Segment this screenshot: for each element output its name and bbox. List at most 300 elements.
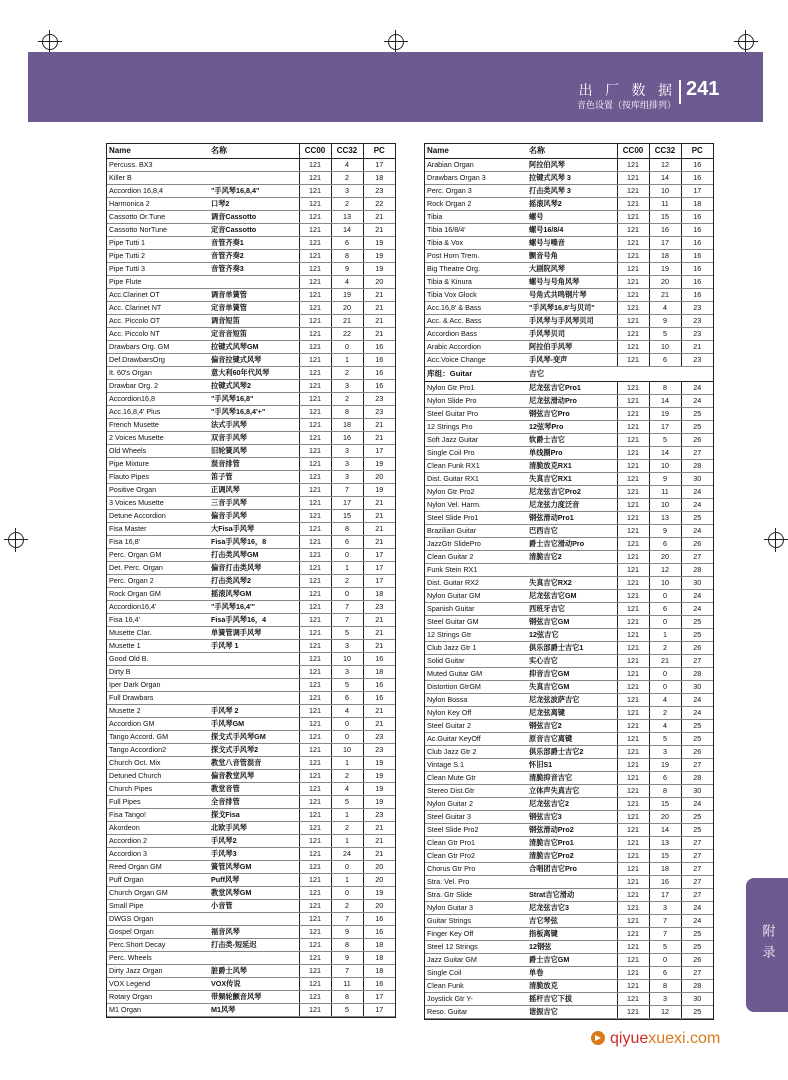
cell-name: Drawbar Org. 2	[107, 380, 209, 393]
table-row	[425, 421, 713, 434]
cell-cc00: 121	[299, 185, 331, 198]
cell-cc00: 121	[617, 538, 649, 551]
cell-pc: 18	[363, 172, 395, 185]
header-divider	[679, 80, 681, 104]
cell-cn-name: 阿拉伯风琴	[527, 159, 617, 172]
cell-cn-name: 调音Cassotto	[209, 211, 299, 224]
cell-name: Detune Accordion	[107, 510, 209, 523]
page-title: 出 厂 数 据	[578, 83, 676, 99]
cell-cc32: 5	[649, 733, 681, 746]
cell-cn-name: 尼龙弦吉它GM	[527, 590, 617, 603]
cell-cc32: 8	[331, 406, 363, 419]
col-header-cc00: CC00	[617, 144, 649, 159]
cell-pc: 21	[363, 302, 395, 315]
cell-cc00: 121	[299, 523, 331, 536]
table-row	[107, 159, 395, 172]
cell-pc: 24	[681, 603, 713, 616]
cell-cn-name: 探戈式手风琴2	[209, 744, 299, 757]
cell-name: Club Jazz Gtr 2	[425, 746, 527, 759]
cell-cc00: 121	[299, 731, 331, 744]
table-row	[107, 926, 395, 939]
cell-cn-name: 螺号16/8/4	[527, 224, 617, 237]
cell-cn-name: 带频轮颤音风琴	[209, 991, 299, 1004]
cell-cc32: 15	[649, 798, 681, 811]
table-row	[425, 159, 713, 172]
cell-name: Fisa 16,8'	[107, 536, 209, 549]
cell-cc32: 1	[331, 562, 363, 575]
cell-pc: 25	[681, 824, 713, 837]
cell-cc32: 2	[331, 900, 363, 913]
cell-cc00: 121	[299, 588, 331, 601]
cell-name: Clean Funk RX1	[425, 460, 527, 473]
cell-name: Steel Guitar 3	[425, 811, 527, 824]
cell-pc: 30	[681, 473, 713, 486]
cell-cc32: 5	[649, 328, 681, 341]
cell-cc00: 121	[617, 694, 649, 707]
table-row	[425, 811, 713, 824]
cell-cn-name	[209, 159, 299, 172]
cell-cc32: 8	[331, 250, 363, 263]
cell-name: Steel Guitar Pro	[425, 408, 527, 421]
cell-name: Iper Dark Organ	[107, 679, 209, 692]
cell-pc: 18	[681, 198, 713, 211]
cell-pc: 16	[363, 380, 395, 393]
cell-name: It. 60's Organ	[107, 367, 209, 380]
cell-cc00: 121	[299, 653, 331, 666]
cell-pc: 27	[681, 759, 713, 772]
table-row	[107, 237, 395, 250]
cell-cn-name: "手风琴16,8,4'+"	[209, 406, 299, 419]
watermark-site-suffix: xuexi.com	[648, 1030, 721, 1047]
cell-pc: 17	[363, 991, 395, 1004]
table-row	[425, 328, 713, 341]
table-row	[425, 382, 713, 395]
cell-name: 12 Strings Pro	[425, 421, 527, 434]
cell-cc00: 121	[299, 874, 331, 887]
cell-name: Musette Clar.	[107, 627, 209, 640]
table-row	[425, 185, 713, 198]
cell-cc00: 121	[299, 315, 331, 328]
cell-cc32: 11	[649, 198, 681, 211]
cell-name: Cassotto Or.Tune	[107, 211, 209, 224]
left-table	[106, 143, 396, 1018]
table-row	[107, 471, 395, 484]
cell-cn-name: 钢弦吉它2	[527, 720, 617, 733]
cell-pc: 16	[681, 276, 713, 289]
cell-cc00: 121	[299, 497, 331, 510]
cell-cc32: 17	[649, 421, 681, 434]
watermark-site	[610, 1030, 720, 1048]
cell-cc00: 121	[299, 861, 331, 874]
table-row	[107, 640, 395, 653]
cell-cn-name: 清脆放克RX1	[527, 460, 617, 473]
table-row	[425, 263, 713, 276]
cell-name: Full Pipes	[107, 796, 209, 809]
cell-cn-name: 俱乐部爵士吉它1	[527, 642, 617, 655]
cell-pc: 16	[363, 926, 395, 939]
table-row	[425, 967, 713, 980]
cell-name: Solid Guitar	[425, 655, 527, 668]
cell-cn-name: 音管齐奏1	[209, 237, 299, 250]
cell-cc32: 3	[331, 445, 363, 458]
cell-pc: 28	[681, 980, 713, 993]
cell-cn-name: 脏爵士风琴	[209, 965, 299, 978]
cell-name: VOX Legend	[107, 978, 209, 991]
table-row	[425, 720, 713, 733]
cell-cc32: 9	[331, 926, 363, 939]
cell-cc00: 121	[617, 263, 649, 276]
cell-pc: 21	[363, 211, 395, 224]
cell-pc: 27	[681, 967, 713, 980]
cell-cn-name: 螺号与号角风琴	[527, 276, 617, 289]
table-row	[425, 863, 713, 876]
cell-cc32: 7	[649, 915, 681, 928]
cell-cc32: 20	[331, 302, 363, 315]
cell-cc32: 5	[649, 941, 681, 954]
table-row	[425, 198, 713, 211]
table-row	[425, 276, 713, 289]
cell-name: Perc. Organ 3	[425, 185, 527, 198]
cell-cc00: 121	[617, 354, 649, 367]
cell-name: Acc.Voice Change	[425, 354, 527, 367]
cell-cc00: 121	[617, 172, 649, 185]
cell-cc32: 0	[331, 341, 363, 354]
cell-cn-name: 双音手风琴	[209, 432, 299, 445]
cell-cc32: 2	[331, 822, 363, 835]
cell-cn-name: 手风琴 1	[209, 640, 299, 653]
col-header-cc00: CC00	[299, 144, 331, 159]
cell-cc32: 1	[331, 835, 363, 848]
cell-pc: 21	[363, 224, 395, 237]
cell-cc00: 121	[617, 720, 649, 733]
cell-cn-name: 三音手风琴	[209, 497, 299, 510]
table-row	[425, 354, 713, 367]
cell-cc32: 3	[649, 902, 681, 915]
cell-name: Vintage S.1	[425, 759, 527, 772]
cell-pc: 16	[681, 224, 713, 237]
cell-name: Reed Organ GM	[107, 861, 209, 874]
cell-pc: 19	[363, 783, 395, 796]
cell-cc00: 121	[299, 913, 331, 926]
cell-pc: 22	[363, 198, 395, 211]
cell-pc: 21	[363, 835, 395, 848]
cell-cc32: 7	[649, 928, 681, 941]
cell-pc: 18	[363, 965, 395, 978]
cell-name: Church Oct. Mix	[107, 757, 209, 770]
cell-cc32: 0	[649, 668, 681, 681]
table-row	[107, 757, 395, 770]
cell-pc: 19	[363, 757, 395, 770]
table-row	[107, 523, 395, 536]
cell-cc00: 121	[299, 939, 331, 952]
cell-cc32: 11	[331, 978, 363, 991]
cell-name: Reso. Guitar	[425, 1006, 527, 1019]
cell-cc00: 121	[617, 759, 649, 772]
cell-name: Steel Slide Pro1	[425, 512, 527, 525]
table-row	[425, 980, 713, 993]
cell-cn-name: 钢弦吉它3	[527, 811, 617, 824]
cell-cc00: 121	[299, 757, 331, 770]
cell-cn-name: 失真吉它GM	[527, 681, 617, 694]
cell-cc00: 121	[299, 159, 331, 172]
cell-cc32: 0	[331, 887, 363, 900]
cell-name: Perc. Organ 2	[107, 575, 209, 588]
cell-cc00: 121	[617, 434, 649, 447]
cell-cc32: 0	[649, 681, 681, 694]
table-row	[425, 616, 713, 629]
cell-cn-name: 合唱团吉它Pro	[527, 863, 617, 876]
cell-cc32: 16	[331, 432, 363, 445]
cell-cc32: 9	[649, 315, 681, 328]
table-row	[107, 562, 395, 575]
table-row	[107, 614, 395, 627]
cell-cn-name: VOX传说	[209, 978, 299, 991]
cell-pc: 23	[681, 315, 713, 328]
table-row	[107, 484, 395, 497]
cell-cc32: 8	[649, 785, 681, 798]
cell-pc: 23	[363, 406, 395, 419]
section-label-cn: 吉它	[527, 367, 713, 382]
cell-cc32: 6	[649, 603, 681, 616]
cell-cc32: 12	[649, 159, 681, 172]
cell-name: Arabic Accordion	[425, 341, 527, 354]
table-row	[107, 627, 395, 640]
cell-cn-name: 12钢弦	[527, 941, 617, 954]
cell-cc32: 6	[331, 237, 363, 250]
table-row	[425, 642, 713, 655]
cell-name: Acc.16,8,4' Plus	[107, 406, 209, 419]
cell-cc00: 121	[617, 276, 649, 289]
cell-cn-name: 软爵士吉它	[527, 434, 617, 447]
cell-cc32: 7	[331, 601, 363, 614]
cell-pc: 24	[681, 902, 713, 915]
cell-cc32: 8	[331, 991, 363, 1004]
cell-pc: 26	[681, 642, 713, 655]
table-row	[425, 889, 713, 902]
cell-cc32: 0	[331, 549, 363, 562]
table-row	[425, 850, 713, 863]
cell-cc32: 0	[331, 718, 363, 731]
cell-cc32: 11	[649, 486, 681, 499]
table-row	[425, 993, 713, 1006]
cell-pc: 27	[681, 837, 713, 850]
table-row	[425, 772, 713, 785]
cell-cc32: 18	[331, 419, 363, 432]
cell-cc32: 2	[331, 770, 363, 783]
cell-name: Percuss. BX3	[107, 159, 209, 172]
cell-pc: 17	[363, 575, 395, 588]
table-row	[107, 341, 395, 354]
cell-cc00: 121	[617, 824, 649, 837]
cell-cc00: 121	[617, 237, 649, 250]
table-row	[107, 458, 395, 471]
cell-cn-name: 钢弦滑动Pro1	[527, 512, 617, 525]
cell-cc00: 121	[617, 486, 649, 499]
cell-name: Club Jazz Gtr 1	[425, 642, 527, 655]
cell-pc: 16	[363, 679, 395, 692]
cell-cn-name: 手风琴与手风琴贝司	[527, 315, 617, 328]
table-row	[107, 887, 395, 900]
cell-cn-name: 音管齐奏3	[209, 263, 299, 276]
cell-pc: 24	[681, 798, 713, 811]
cell-pc: 17	[363, 1004, 395, 1017]
cell-cn-name: 尼龙弦波萨吉它	[527, 694, 617, 707]
cell-cc00: 121	[299, 510, 331, 523]
cell-cc00: 121	[617, 772, 649, 785]
appendix-side-tab-label: 附录	[759, 924, 775, 966]
cell-pc: 25	[681, 616, 713, 629]
cell-name: Drawbars Organ 3	[425, 172, 527, 185]
cell-cn-name: 教堂音管	[209, 783, 299, 796]
cell-cn-name: 俱乐部爵士吉它2	[527, 746, 617, 759]
cell-cc00: 121	[617, 159, 649, 172]
cell-cn-name: 摇滚风琴GM	[209, 588, 299, 601]
cell-cn-name: 清脆放克	[527, 980, 617, 993]
table-row	[107, 510, 395, 523]
cell-name: Tango Accord. GM	[107, 731, 209, 744]
cell-name: Stereo Dist.Gtr	[425, 785, 527, 798]
cell-cc00: 121	[617, 629, 649, 642]
cell-cc32: 17	[331, 497, 363, 510]
cell-cn-name: "手风琴16,4'"	[209, 601, 299, 614]
cell-pc: 30	[681, 785, 713, 798]
cell-cc00: 121	[299, 666, 331, 679]
cell-pc: 19	[363, 796, 395, 809]
cell-cn-name	[209, 653, 299, 666]
cell-pc: 28	[681, 668, 713, 681]
cell-cc32: 18	[649, 863, 681, 876]
cell-name: Tibia	[425, 211, 527, 224]
cell-pc: 21	[363, 705, 395, 718]
cell-cc32: 2	[649, 642, 681, 655]
cell-cc00: 121	[299, 211, 331, 224]
cell-cc00: 121	[299, 302, 331, 315]
cell-pc: 16	[363, 978, 395, 991]
cell-name: Acc. & Acc. Bass	[425, 315, 527, 328]
cell-cn-name: 尼龙弦吉它3	[527, 902, 617, 915]
cell-pc: 19	[363, 250, 395, 263]
table-row	[425, 928, 713, 941]
cell-name: Good Old B.	[107, 653, 209, 666]
cell-pc: 25	[681, 408, 713, 421]
cell-cn-name: 爵士吉它滑动Pro	[527, 538, 617, 551]
cell-pc: 26	[681, 538, 713, 551]
cell-cc00: 121	[617, 590, 649, 603]
cell-pc: 21	[363, 289, 395, 302]
cell-cc00: 121	[299, 536, 331, 549]
table-row	[107, 705, 395, 718]
cell-cn-name: 号角式共鸣钢片琴	[527, 289, 617, 302]
cell-pc: 24	[681, 382, 713, 395]
cell-cc32: 5	[331, 796, 363, 809]
cell-cn-name: 教堂八音管混音	[209, 757, 299, 770]
cell-pc: 16	[681, 172, 713, 185]
cell-cc00: 121	[299, 640, 331, 653]
cell-cc32: 22	[331, 328, 363, 341]
cell-cc00: 121	[617, 473, 649, 486]
cell-cn-name: 抑音吉它GM	[527, 668, 617, 681]
cell-pc: 16	[681, 289, 713, 302]
table-row	[425, 434, 713, 447]
cell-name: Dirty B	[107, 666, 209, 679]
cell-pc: 21	[363, 328, 395, 341]
cell-pc: 19	[363, 263, 395, 276]
cell-cc00: 121	[299, 718, 331, 731]
cell-cc00: 121	[617, 837, 649, 850]
cell-cc32: 2	[331, 172, 363, 185]
cell-cc32: 9	[331, 952, 363, 965]
cell-cc00: 121	[299, 770, 331, 783]
cell-name: Church Organ GM	[107, 887, 209, 900]
cell-cc00: 121	[299, 744, 331, 757]
cell-name: Acc. Piccolo NT	[107, 328, 209, 341]
cell-cc00: 121	[299, 341, 331, 354]
cell-cc00: 121	[617, 954, 649, 967]
cell-cn-name: 簧管风琴GM	[209, 861, 299, 874]
cell-name: Stra. Vel. Pro	[425, 876, 527, 889]
cell-cc00: 121	[617, 668, 649, 681]
cell-pc: 25	[681, 512, 713, 525]
table-row	[425, 785, 713, 798]
cell-name: Muted Guitar GM	[425, 668, 527, 681]
cell-name: Steel Guitar GM	[425, 616, 527, 629]
table-row	[425, 733, 713, 746]
table-row	[425, 224, 713, 237]
cell-name: Accordion 3	[107, 848, 209, 861]
cell-cn-name: 怀旧S1	[527, 759, 617, 772]
cell-name: Def.DrawbarsOrg	[107, 354, 209, 367]
cell-cc00: 121	[617, 198, 649, 211]
cell-cc32: 14	[649, 172, 681, 185]
cell-name: Stra. Gtr Slide	[425, 889, 527, 902]
cell-cc32: 20	[649, 276, 681, 289]
cell-cc00: 121	[617, 850, 649, 863]
cell-pc: 16	[363, 653, 395, 666]
cell-name: Finger Key Off	[425, 928, 527, 941]
table-row	[107, 289, 395, 302]
table-row	[107, 367, 395, 380]
cell-cc00: 121	[617, 447, 649, 460]
table-row	[425, 564, 713, 577]
cell-cc32: 3	[649, 746, 681, 759]
table-row	[107, 536, 395, 549]
table-row	[107, 679, 395, 692]
cell-cc00: 121	[617, 915, 649, 928]
cell-pc: 18	[363, 588, 395, 601]
cell-cc00: 121	[299, 263, 331, 276]
cell-name: French Musette	[107, 419, 209, 432]
table-row	[425, 590, 713, 603]
cell-cn-name: 混音排管	[209, 458, 299, 471]
cell-cn-name: 手风琴3	[209, 848, 299, 861]
page-number: 241	[686, 78, 720, 100]
cell-name: Acc. Piccolo OT	[107, 315, 209, 328]
table-row	[425, 551, 713, 564]
cell-name: Accordion GM	[107, 718, 209, 731]
cell-pc: 18	[363, 952, 395, 965]
cell-pc: 25	[681, 733, 713, 746]
cell-cc32: 2	[331, 393, 363, 406]
table-row	[107, 601, 395, 614]
table-row	[425, 538, 713, 551]
cell-cn-name: 打击类-短延迟	[209, 939, 299, 952]
table-row	[107, 263, 395, 276]
cell-pc: 25	[681, 941, 713, 954]
cell-name: Dist. Guitar RX2	[425, 577, 527, 590]
cell-name: Rock Organ GM	[107, 588, 209, 601]
cell-cc00: 121	[299, 367, 331, 380]
table-row	[425, 447, 713, 460]
